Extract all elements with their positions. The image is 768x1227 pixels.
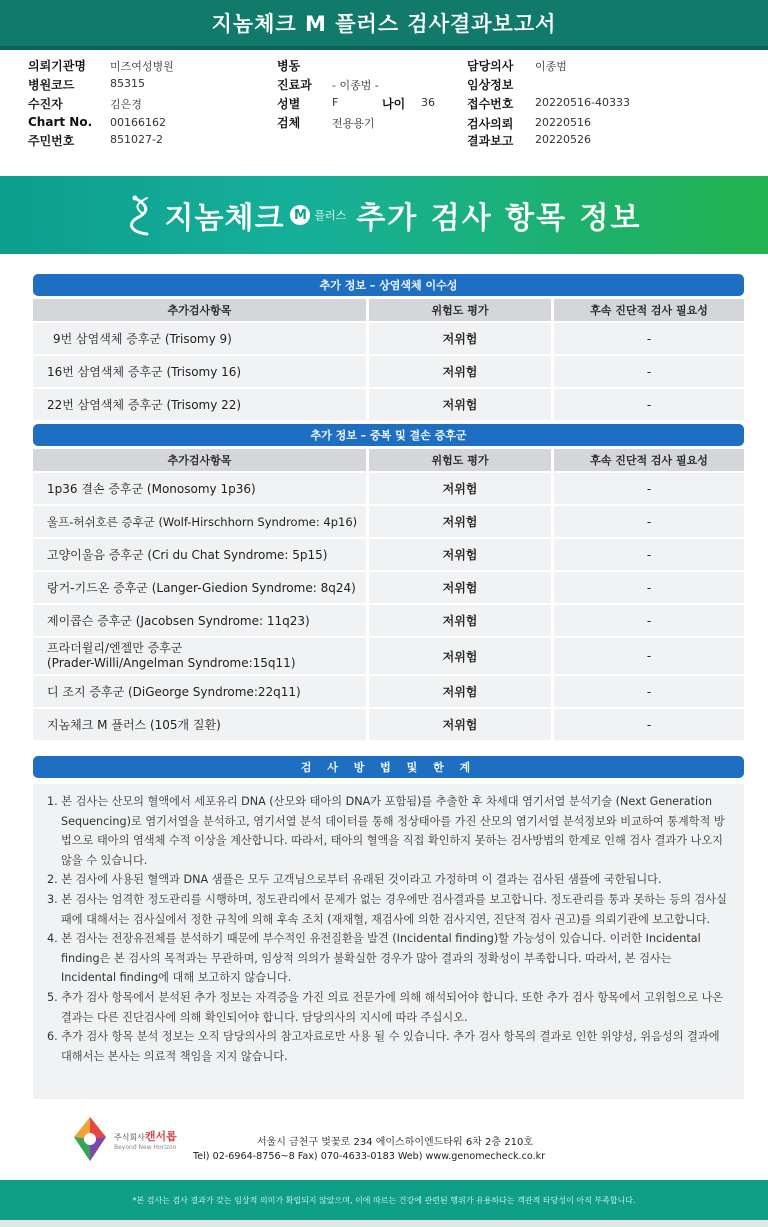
- banner-m-badge: M: [290, 205, 310, 225]
- methods-list: [47, 792, 730, 1066]
- table-row: [33, 638, 744, 674]
- section-head-methods: [33, 756, 744, 778]
- list-item: 4. 본 검사는 전장유전체를 분석하기 때문에 부수적인 유전질환을 발견 (Incidental finding)할 가능성이 있습니다. 이러한 Incidental finding은 본 검사의 목적과는 무관하며, 임상적 의의가 불확실한 경우가 많아 결과의 정확성이 부족합니다. 따라서, 본 검사는 Incidental finding에 대해 보고하지 않습니다.: [47, 932, 701, 985]
- list-item: 5. 추가 검사 항목에서 분석된 추가 정보는 자격증을 가진 의료 전문가에 의해 해석되어야 합니다. 또한 추가 검사 항목에서 고위험으로 나온 결과는 다른 진단검사에 의해 확인되어야 합니다. 담당의사의 지시에 따라 주십시오.: [47, 990, 724, 1024]
- field-value: - 이종범 -: [332, 79, 379, 92]
- row-item: 제이콥슨 증후군 (Jacobsen Syndrome: 11q23): [33, 605, 366, 636]
- row-risk: 저위험: [366, 572, 551, 603]
- company-logo-icon: [70, 1115, 110, 1163]
- banner-logo: [127, 193, 642, 237]
- list-item: 3. 본 검사는 엄격한 정도관리를 시행하며, 정도관리에서 문제가 없는 경우에만 검사결과를 보고합니다. 정도관리를 통과 못하는 등의 검사실패에 대해서는 검사실에서 정한 규칙에 의해 후속 조치 (재채혈, 재검사에 의한 검사지연, 진단적 검사 권고)를 의뢰기관에 보고합니다.: [47, 892, 727, 926]
- disclaimer-bar: [0, 1180, 768, 1220]
- banner-brand: 지놈체크: [164, 201, 285, 236]
- row-need: -: [551, 676, 744, 707]
- col-header-item: 추가검사항목: [33, 299, 366, 321]
- row-need: -: [551, 506, 744, 537]
- section-head-duplication-deletion: [33, 424, 744, 446]
- table-row: [33, 676, 744, 707]
- row-risk: 저위험: [366, 389, 551, 420]
- row-need: -: [551, 389, 744, 420]
- methods-box: [33, 784, 744, 1099]
- field-label: 수진자: [28, 97, 63, 111]
- col-header-need: 후속 진단적 검사 필요성: [551, 449, 744, 471]
- field-value: 이종범: [535, 60, 567, 73]
- report-title: 지놈체크 M 플러스 검사결과보고서: [211, 12, 557, 36]
- row-item: 지놈체크 M 플러스 (105개 질환): [33, 709, 366, 740]
- field-label: 의뢰기관명: [28, 59, 86, 73]
- dna-icon: [127, 194, 157, 236]
- field-value: 전용용기: [332, 117, 375, 130]
- field-value: 20220516: [535, 116, 591, 129]
- table-row: [33, 539, 744, 570]
- field-value: 김은경: [110, 98, 142, 111]
- field-label: 주민번호: [28, 134, 75, 148]
- field-label: Chart No.: [28, 115, 93, 129]
- col-header-item: 추가검사항목: [33, 449, 366, 471]
- field-label: 결과보고: [467, 134, 514, 148]
- field-label: 담당의사: [467, 59, 514, 73]
- row-need: -: [551, 709, 744, 740]
- row-item: 디 조지 증후군 (DiGeorge Syndrome:22q11): [33, 676, 366, 707]
- row-item: 고양이울음 증후군 (Cri du Chat Syndrome: 5p15): [33, 539, 366, 570]
- row-item-line2: (Prader-Willi/Angelman Syndrome:15q11): [47, 656, 296, 670]
- row-need: -: [551, 605, 744, 636]
- field-label: 진료과: [277, 78, 312, 92]
- list-item: 6. 추가 검사 항목 분석 정보는 오직 담당의사의 참고자료로만 사용 될 수 있습니다. 추가 검사 항목의 결과로 인한 위양성, 위음성의 결과에 대해서는 본사는 의료적 책임을 지지 않습니다.: [47, 1030, 720, 1063]
- field-label: 임상정보: [467, 78, 514, 92]
- company-name-main: 캔서롭: [144, 1129, 177, 1143]
- field-value: 20220526: [535, 133, 591, 146]
- section-title: 검 사 방 법 및 한 계: [300, 761, 477, 774]
- table-row: [33, 605, 744, 636]
- field-label: 검체: [277, 116, 301, 130]
- table-row: [33, 709, 744, 740]
- section-title: 추가 정보 – 상염색체 이수성: [319, 279, 458, 292]
- company-text: [114, 1128, 177, 1151]
- row-item: 랑거-기드온 증후군 (Langer-Giedion Syndrome: 8q24): [33, 572, 366, 603]
- row-risk: 저위험: [366, 356, 551, 387]
- duplication-deletion-table: [33, 447, 744, 742]
- col-header-risk: 위험도 평가: [366, 299, 551, 321]
- row-risk: 저위험: [366, 676, 551, 707]
- row-risk: 저위험: [366, 709, 551, 740]
- row-item: 22번 삼염색체 증후군 (Trisomy 22): [33, 389, 366, 420]
- row-risk: 저위험: [366, 605, 551, 636]
- table-row: [33, 506, 744, 537]
- company-contact: Tel) 02-6964-8756~8 Fax) 070-4633-0183 Web) www.genomecheck.co.kr: [193, 1151, 546, 1162]
- section-title: 추가 정보 – 중복 및 결손 증후군: [310, 429, 467, 442]
- row-item: 16번 삼염색체 증후군 (Trisomy 16): [33, 356, 366, 387]
- company-name: [114, 1128, 177, 1144]
- company-tagline: Beyond New Horizon: [114, 1143, 177, 1151]
- row-need: -: [551, 473, 744, 504]
- row-item: [33, 638, 366, 674]
- company-address: 서울시 금천구 벚꽃로 234 에이스하이엔드타워 6차 2층 210호: [256, 1137, 533, 1148]
- row-need: -: [551, 572, 744, 603]
- table-row: [33, 572, 744, 603]
- field-value: 851027-2: [110, 133, 163, 146]
- field-value: 36: [421, 96, 435, 109]
- disclaimer-text: *본 검사는 검사 결과가 갖는 임상적 의미가 확립되지 않았으며, 이에 따르는 건강에 관련된 행위가 유용하다는 객관적 타당성이 아직 부족합니다.: [132, 1195, 636, 1205]
- row-risk: 저위험: [366, 473, 551, 504]
- row-need: -: [551, 323, 744, 354]
- field-label: 병원코드: [28, 78, 75, 92]
- patient-info: [0, 53, 768, 153]
- field-value: 00166162: [110, 116, 166, 129]
- field-label: 접수번호: [467, 97, 514, 111]
- col-header-risk: 위험도 평가: [366, 449, 551, 471]
- table-row: [33, 389, 744, 420]
- field-label: 병동: [277, 59, 301, 73]
- row-need: -: [551, 356, 744, 387]
- field-value: 20220516-40333: [535, 96, 630, 109]
- field-value: 85315: [110, 77, 145, 90]
- table-row: [33, 473, 744, 504]
- col-header-need: 후속 진단적 검사 필요성: [551, 299, 744, 321]
- table-row: [33, 323, 744, 354]
- report-title-bar: [0, 0, 768, 50]
- banner-title: 추가 검사 항목 정보: [356, 201, 642, 236]
- row-risk: 저위험: [366, 506, 551, 537]
- aneuploidy-table: [33, 297, 744, 422]
- table-row: [33, 356, 744, 387]
- field-label: 성별: [277, 97, 301, 111]
- row-risk: 저위험: [366, 638, 551, 674]
- field-label: 나이: [382, 97, 406, 111]
- section-head-aneuploidy: [33, 274, 744, 296]
- row-item-line1: 프라더윌리/엔젤만 증후군: [47, 641, 183, 655]
- table-header-row: [33, 449, 744, 471]
- row-item: 1p36 결손 증후군 (Monosomy 1p36): [33, 473, 366, 504]
- list-item: 1. 본 검사는 산모의 혈액에서 세포유리 DNA (산모와 태아의 DNA가 포함됨)를 추출한 후 차세대 염기서열 분석기술 (Next Generation Sequencing)로 염기서열을 분석하고, 염기서열 분석 데이터를 통해 정상태아를 가진 산모의 염기서열 분석정보와 비교하여 통계학적 방법으로 태아의 염색체 수적 이상을 계산합니다. 따라서, 태아의 혈액을 직접 확인하지 못하는 검사방법의 한계로 인해 검사 결과가 나오지 않을 수 있습니다.: [47, 795, 725, 867]
- table-header-row: [33, 299, 744, 321]
- company-logo: [70, 1114, 190, 1164]
- row-risk: 저위험: [366, 323, 551, 354]
- row-item: 울프-허쉬호른 증후군 (Wolf-Hirschhorn Syndrome: 4p16): [33, 506, 366, 537]
- field-value: 미즈여성병원: [110, 60, 174, 73]
- info-banner: [0, 176, 768, 254]
- bottom-strip: [0, 1220, 768, 1227]
- company-prefix: 주식회사: [114, 1132, 145, 1142]
- row-need: -: [551, 539, 744, 570]
- banner-plus: 플러스: [314, 209, 347, 222]
- row-item: 9번 삼염색체 증후군 (Trisomy 9): [33, 323, 366, 354]
- row-need: -: [551, 638, 744, 674]
- field-value: F: [332, 96, 339, 109]
- list-item: 2. 본 검사에 사용된 혈액과 DNA 샘플은 모두 고객님으로부터 유래된 것이라고 가정하며 이 결과는 검사된 샘플에 국한됩니다.: [47, 873, 662, 887]
- field-label: 검사의뢰: [467, 117, 514, 131]
- row-risk: 저위험: [366, 539, 551, 570]
